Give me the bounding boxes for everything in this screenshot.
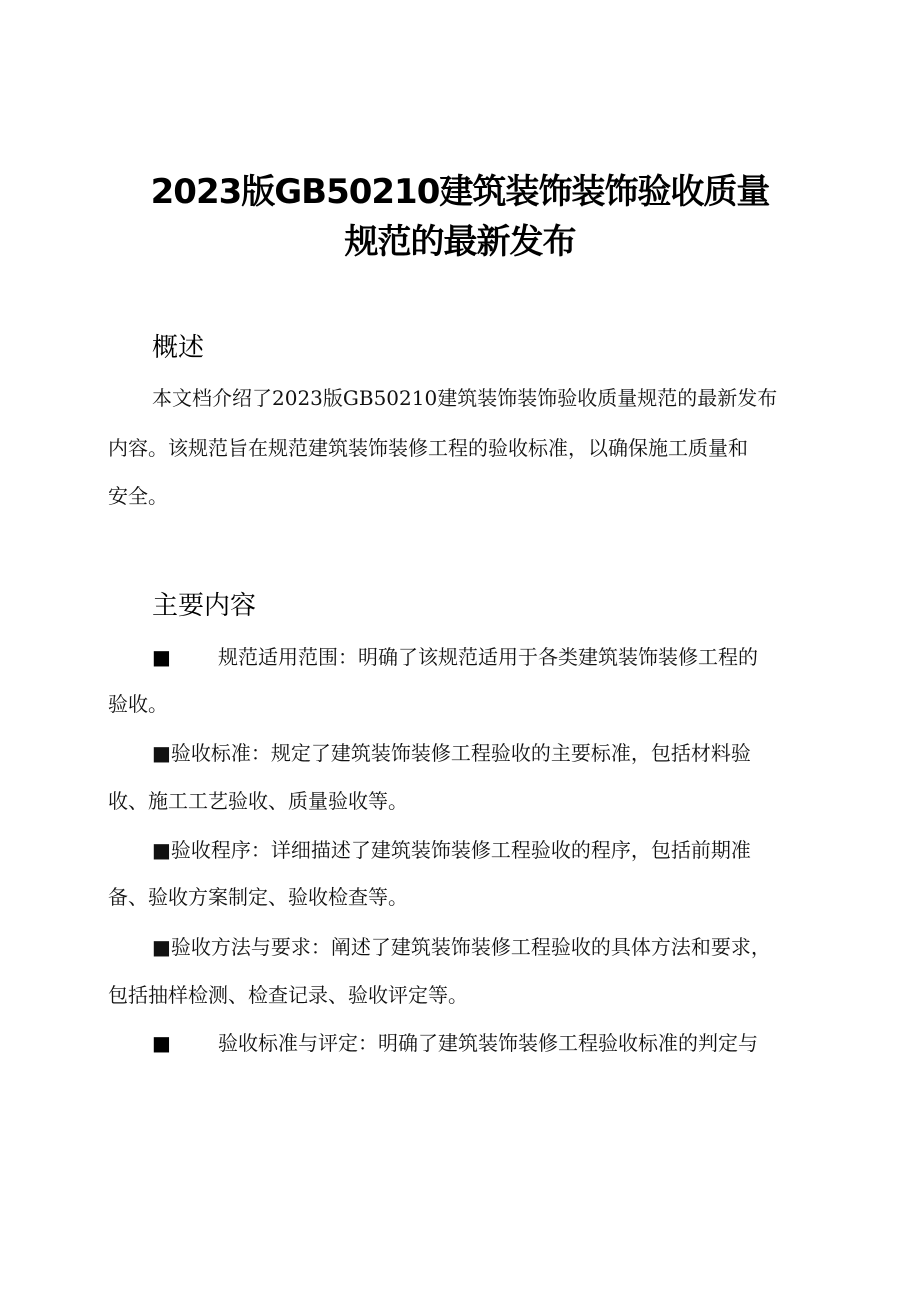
- list-item-line: 规范适用范围：明确了该规范适用于各类建筑装饰装修工程的: [218, 645, 758, 669]
- main-content-heading: 主要内容: [152, 591, 257, 621]
- list-item-line: 收、施工工艺验收、质量验收等。: [108, 789, 408, 813]
- overview-paragraph-line: 安全。: [108, 484, 168, 508]
- list-item-line: 验收标准与评定：明确了建筑装饰装修工程验收标准的判定与: [218, 1031, 758, 1055]
- document-title-line-1: 2023版GB50210建筑装饰装饰验收质量: [150, 172, 770, 212]
- list-item-line: ■验收方法与要求：阐述了建筑装饰装修工程验收的具体方法和要求，: [152, 935, 771, 959]
- list-item-line: ■验收程序：详细描述了建筑装饰装修工程验收的程序，包括前期准: [152, 838, 751, 862]
- list-item-line: 备、验收方案制定、验收检查等。: [108, 885, 408, 909]
- list-item-line: 验收。: [108, 692, 168, 716]
- overview-paragraph-line: 本文档介绍了2023版GB50210建筑装饰装饰验收质量规范的最新发布: [152, 386, 778, 410]
- bullet-square-icon: ■: [152, 1031, 171, 1055]
- overview-heading: 概述: [152, 333, 205, 363]
- list-item-line: ■验收标准：规定了建筑装饰装修工程验收的主要标准，包括材料验: [152, 741, 751, 765]
- bullet-square-icon: ■: [152, 645, 171, 669]
- document-title-line-2: 规范的最新发布: [344, 222, 576, 262]
- list-item-line: 包括抽样检测、检查记录、验收评定等。: [108, 983, 468, 1007]
- overview-paragraph-line: 内容。该规范旨在规范建筑装饰装修工程的验收标准，以确保施工质量和: [108, 436, 748, 460]
